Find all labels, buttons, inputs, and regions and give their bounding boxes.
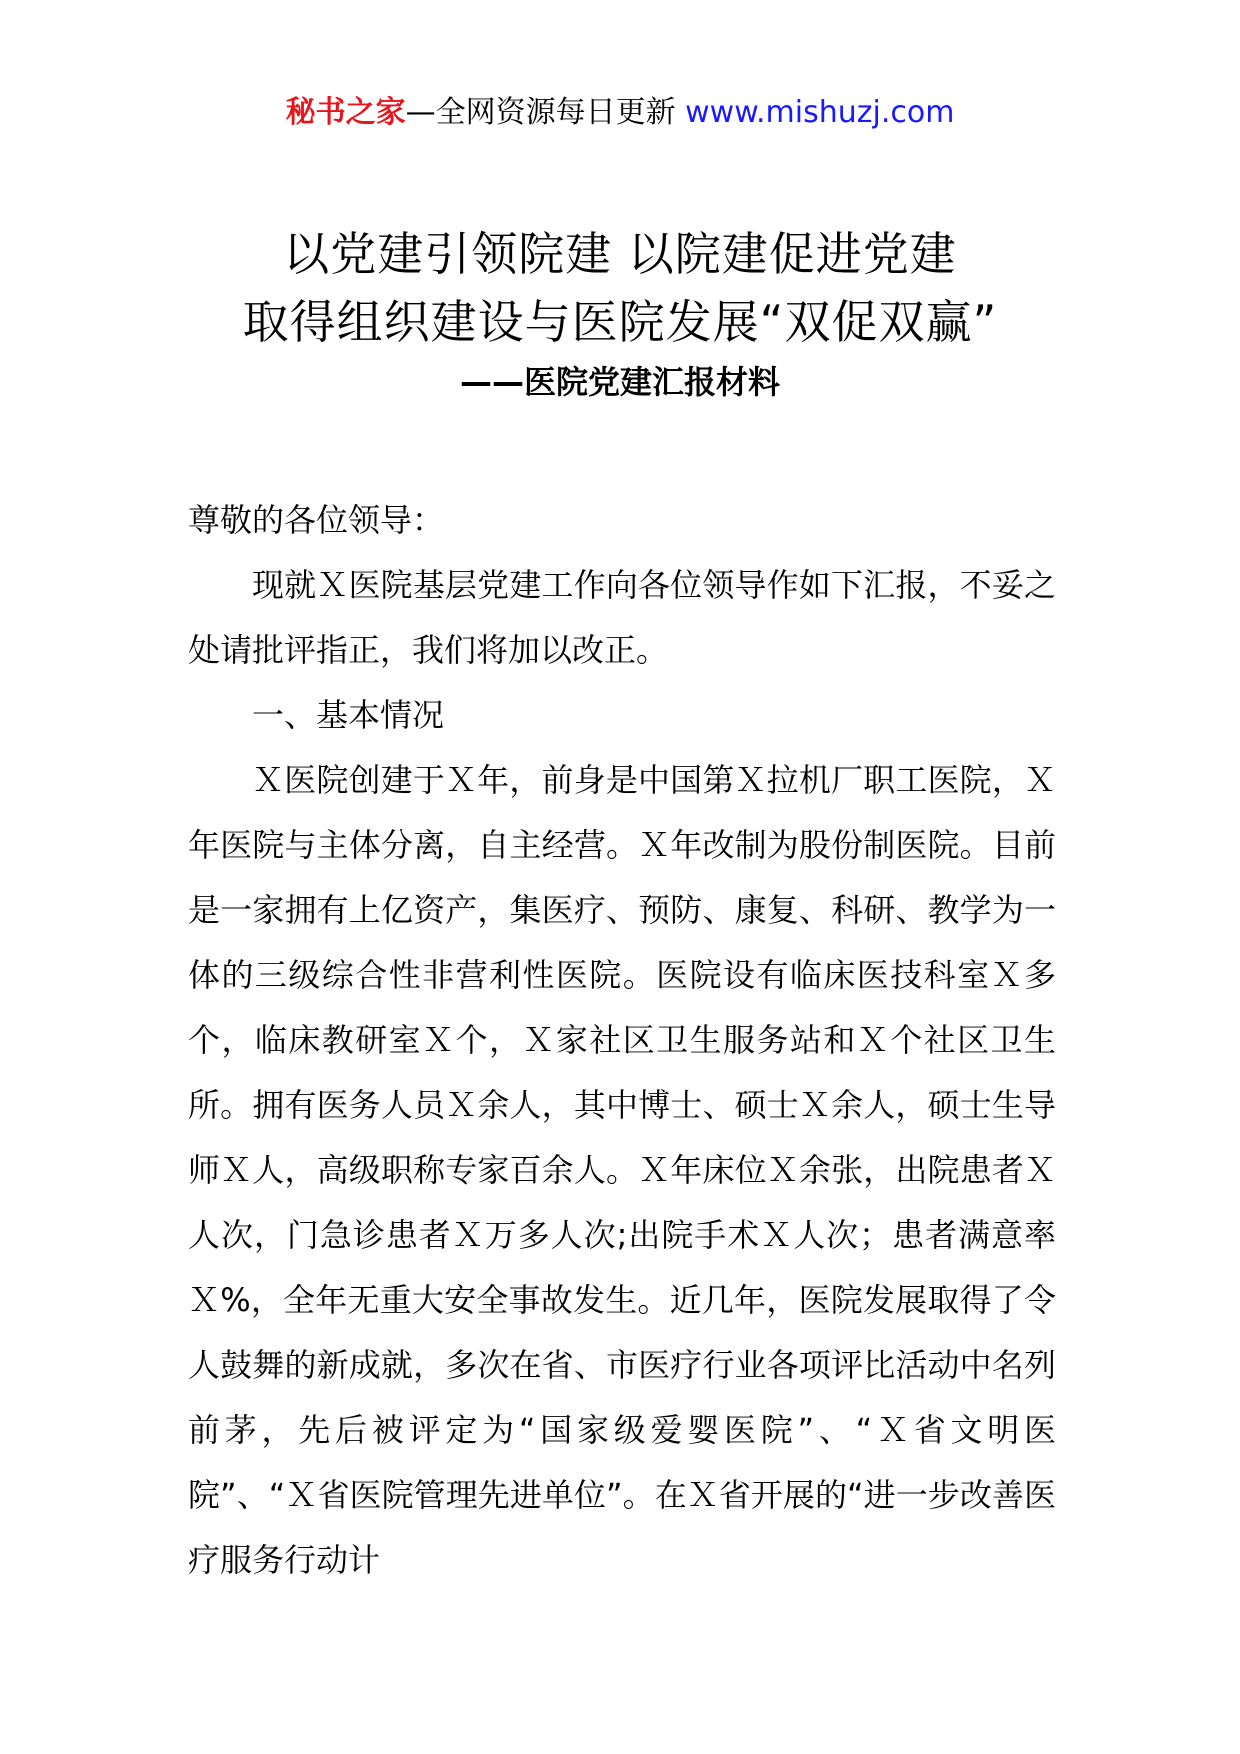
document-title-line-2: 取得组织建设与医院发展“双促双赢” (242, 295, 998, 349)
document-subtitle: ——医院党建汇报材料 (459, 363, 780, 401)
website-link[interactable]: www.mishuzj.com (685, 95, 955, 130)
brand-name: 秘书之家 (285, 95, 406, 130)
paragraph-intro: 现就Ｘ医院基层党建工作向各位领导作如下汇报，不妥之处请批评指正，我们将加以改正。 (188, 566, 1056, 669)
document-body (188, 488, 1056, 1593)
document-title-line-1: 以党建引领院建 以院建促进党建 (283, 227, 957, 281)
page-header (0, 93, 1240, 133)
section-heading-basic-info: 一、基本情况 (252, 696, 445, 734)
header-slogan: —全网资源每日更新 (405, 95, 676, 130)
paragraph-basic-info: Ｘ医院创建于Ｘ年，前身是中国第Ｘ拉机厂职工医院，Ｘ年医院与主体分离，自主经营。Ｘ年改制为股份制医院。目前是一家拥有上亿资产，集医疗、预防、康复、科研、教学为一体的三级综合性非营利性医院。医院设有临床医技科室Ｘ多个，临床教研室Ｘ个，Ｘ家社区卫生服务站和Ｘ个社区卫生所。拥有医务人员Ｘ余人，其中博士、硕士Ｘ余人，硕士生导师Ｘ人，高级职称专家百余人。Ｘ年床位Ｘ余张，出院患者Ｘ人次，门急诊患者Ｘ万多人次;出院手术Ｘ人次；患者满意率Ｘ%，全年无重大安全事故发生。近几年，医院发展取得了令人鼓舞的新成就，多次在省、市医疗行业各项评比活动中名列前茅，先后被评定为“国家级爱婴医院”、“Ｘ省文明医院”、“Ｘ省医院管理先进单位”。在Ｘ省开展的“进一步改善医疗服务行动计 (188, 761, 1056, 1579)
salutation: 尊敬的各位领导： (188, 501, 445, 539)
